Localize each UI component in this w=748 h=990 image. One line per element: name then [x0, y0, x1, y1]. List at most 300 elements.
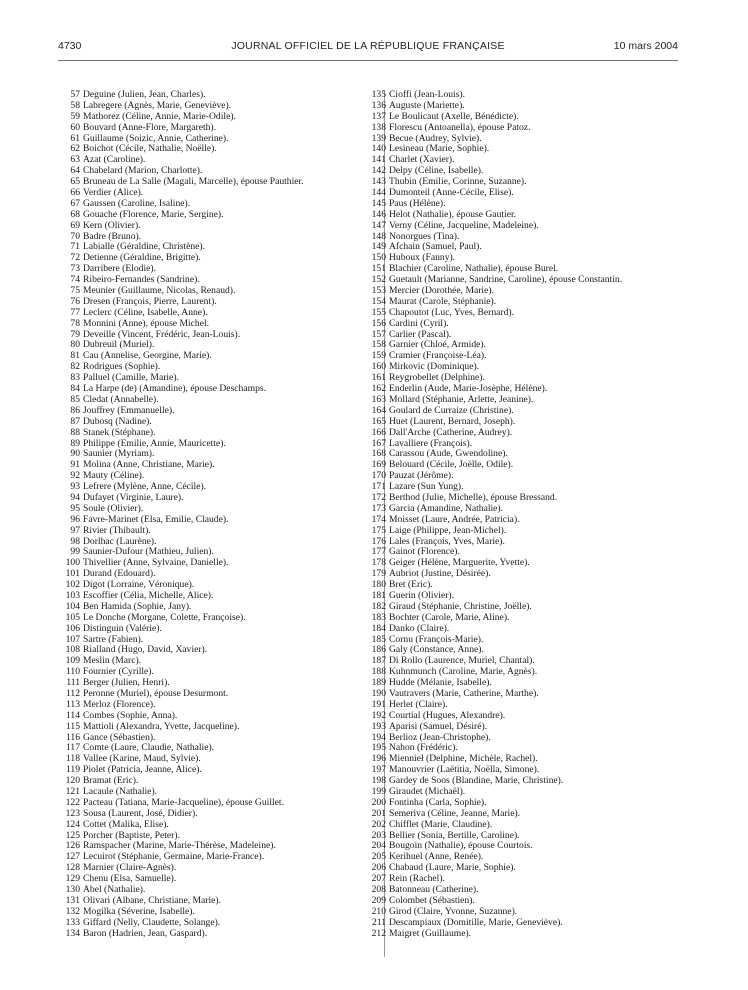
entry-name: Merloz (Florence). — [83, 698, 156, 710]
entry-name: Galy (Constance, Anne). — [389, 644, 484, 656]
entry-rank: 57 — [70, 89, 80, 100]
entry-rank: 86 — [70, 404, 80, 416]
entry-rank: 181 — [371, 589, 386, 601]
journal-title: JOURNAL OFFICIEL DE LA RÉPUBLIQUE FRANÇAISE — [231, 40, 505, 52]
entry-rank: 119 — [65, 764, 80, 776]
entry-name: Giffard (Nelly, Claudette, Solange). — [83, 916, 221, 928]
entry-name: Danko (Claire). — [389, 622, 450, 634]
entry-rank: 177 — [371, 546, 386, 558]
entry-rank: 118 — [65, 753, 80, 765]
entry-name: Olivari (Albane, Christiane, Marie). — [83, 894, 221, 906]
entry-rank: 108 — [65, 644, 80, 656]
entry-name: Bouvard (Anne-Flore, Margareth). — [83, 121, 217, 133]
entry-name: Aparisi (Samuel, Désiré). — [389, 720, 488, 732]
entry-name: Giraudet (Michaël). — [389, 786, 466, 797]
entry-name: Dall'Arche (Catherine, Audrey). — [389, 426, 513, 438]
entry-rank: 99 — [70, 546, 80, 558]
entry-rank: 197 — [371, 764, 386, 776]
entry-name: Thivellier (Anne, Sylvaine, Danielle). — [83, 557, 229, 569]
entry-name: Baron (Hadrien, Jean, Gaspard). — [83, 927, 208, 939]
entry-name: Maigret (Guillaume). — [389, 927, 472, 939]
entry-rank: 120 — [65, 775, 80, 787]
issue-date: 10 mars 2004 — [613, 40, 678, 52]
entry-rank: 185 — [371, 633, 386, 645]
entry-name: Guerin (Olivier). — [389, 589, 455, 601]
entry-rank: 190 — [371, 687, 386, 699]
entry-rank: 203 — [371, 829, 386, 841]
entry-name: Cioffi (Jean-Louis). — [389, 89, 466, 100]
entry-rank: 151 — [371, 263, 386, 275]
list-item — [368, 929, 698, 940]
entry-rank: 132 — [65, 905, 80, 917]
entry-rank: 135 — [371, 89, 386, 100]
entry-name: Cottet (Malika, Elise). — [83, 818, 169, 830]
entry-rank: 127 — [65, 851, 80, 863]
entry-name: Belouard (Cécile, Joëlle, Odile). — [389, 459, 514, 471]
entry-name: Jouffrey (Emmanuelle). — [83, 404, 175, 416]
entry-name: Ribeiro-Fernandes (Sandrine). — [83, 274, 200, 286]
entry-name: Leclerc (Céline, Isabelle, Anne). — [83, 306, 208, 318]
entry-rank: 140 — [371, 143, 386, 155]
left-column-list — [62, 90, 362, 939]
entry-name: Girod (Claire, Yvonne, Suzanne). — [389, 905, 518, 917]
entry-name: Manouvrier (Laëtitia, Noëlla, Simone). — [389, 764, 540, 776]
entry-rank: 194 — [371, 731, 386, 743]
entry-name: Le Donche (Morgane, Colette, Françoise). — [83, 611, 246, 623]
entry-name: Dumonteil (Anne-Cécile, Elise). — [389, 187, 514, 199]
entry-name: Mollard (Stéphanie, Arlette, Jeanine). — [389, 393, 534, 405]
entry-rank: 61 — [70, 132, 80, 144]
entry-rank: 144 — [371, 187, 386, 199]
entry-name: Laige (Philippe, Jean-Michel). — [389, 524, 507, 536]
entry-rank: 114 — [65, 709, 80, 721]
entry-rank: 68 — [70, 208, 80, 220]
entry-name: Lavalliere (François). — [389, 437, 473, 449]
entry-rank: 117 — [65, 742, 80, 754]
entry-rank: 107 — [65, 633, 80, 645]
entry-name: Bruneau de La Salle (Magali, Marcelle), épouse Pauthier. — [83, 176, 304, 188]
entry-name: Garcia (Amandine, Nathalie). — [389, 502, 504, 514]
entry-rank: 80 — [70, 339, 80, 351]
entry-name: Pacteau (Tatiana, Marie-Jacqueline), épouse Guillet. — [83, 796, 284, 808]
entry-name: Carlier (Pascal). — [389, 328, 452, 340]
entry-name: Peronne (Muriel), épouse Desurmont. — [83, 687, 229, 699]
entry-name: Vautravers (Marie, Catherine, Marthe). — [389, 687, 539, 699]
entry-rank: 167 — [371, 437, 386, 449]
entry-name: Cledat (Annabelle). — [83, 393, 159, 405]
entry-rank: 204 — [371, 840, 386, 852]
entry-rank: 179 — [371, 568, 386, 580]
entry-rank: 163 — [371, 393, 386, 405]
entry-rank: 193 — [371, 720, 386, 732]
entry-name: Paus (Hélène). — [389, 197, 446, 209]
entry-name: Gainot (Florence). — [389, 546, 460, 558]
entry-name: Fournier (Cyrille). — [83, 666, 154, 678]
entry-name: Verdier (Alice). — [83, 187, 144, 199]
entry-rank: 212 — [371, 927, 386, 939]
entry-rank: 205 — [371, 851, 386, 863]
entry-rank: 147 — [371, 219, 386, 231]
entry-rank: 172 — [371, 491, 386, 503]
entry-rank: 101 — [65, 568, 80, 580]
entry-rank: 104 — [65, 600, 80, 612]
entry-rank: 198 — [371, 775, 386, 787]
entry-name: Vallee (Karine, Maud, Sylvie). — [83, 753, 201, 765]
entry-name: Maurat (Carole, Stéphanie). — [389, 295, 497, 307]
entry-rank: 87 — [70, 415, 80, 427]
entry-rank: 142 — [371, 165, 386, 177]
entry-name: Helot (Nathalie), épouse Gautier. — [389, 208, 517, 220]
entry-name: Cau (Annelise, Georgine, Marie). — [83, 350, 212, 362]
entry-rank: 165 — [371, 415, 386, 427]
entry-name: Cornu (François-Marie). — [389, 633, 484, 645]
entry-rank: 160 — [371, 361, 386, 373]
entry-rank: 90 — [70, 448, 80, 460]
entry-name: Moisset (Laure, Andrée, Patricia). — [389, 513, 520, 525]
entry-rank: 166 — [371, 426, 386, 438]
entry-rank: 155 — [371, 306, 386, 318]
entry-rank: 71 — [70, 241, 80, 253]
entry-rank: 206 — [371, 862, 386, 874]
entry-name: Lesineau (Marie, Sophie). — [389, 143, 490, 155]
entry-name: Bochter (Carole, Marie, Aline). — [389, 611, 510, 623]
entry-name: Sartre (Fabien). — [83, 633, 144, 645]
entry-rank: 72 — [70, 252, 80, 264]
entry-name: Chabelard (Marion, Charlotte). — [83, 165, 203, 177]
entry-rank: 82 — [70, 361, 80, 373]
entry-rank: 199 — [371, 786, 386, 797]
entry-rank: 76 — [70, 295, 80, 307]
entry-name: Lacaule (Nathalie). — [83, 786, 158, 797]
entry-name: Miennieł (Delphine, Michèle, Rachel). — [389, 753, 538, 765]
entry-name: Chifflet (Marie, Claudine). — [389, 818, 493, 830]
entry-rank: 59 — [70, 110, 80, 122]
entry-rank: 95 — [70, 502, 80, 514]
entry-rank: 141 — [371, 154, 386, 166]
entry-name: Badre (Bruno). — [83, 230, 142, 242]
entry-name: Chabaud (Laure, Marie, Sophie). — [389, 862, 516, 874]
entry-name: Herlet (Claire). — [389, 698, 448, 710]
entry-name: Kuhnmunch (Caroline, Marie, Agnès). — [389, 666, 538, 678]
entry-name: Lales (François, Yves, Marie). — [389, 535, 505, 547]
entry-rank: 207 — [371, 873, 386, 885]
entry-rank: 168 — [371, 448, 386, 460]
entry-rank: 161 — [371, 372, 386, 384]
entry-rank: 116 — [65, 731, 80, 743]
entry-rank: 143 — [371, 176, 386, 188]
entry-name: Ramspacher (Marine, Marie-Thérèse, Madeleine). — [83, 840, 276, 852]
entry-rank: 93 — [70, 481, 80, 493]
entry-name: Marnier (Claire-Agnès). — [83, 862, 177, 874]
entry-name: Descampiaux (Domitille, Marie, Geneviève). — [389, 916, 563, 928]
entry-rank: 202 — [371, 818, 386, 830]
entry-rank: 208 — [371, 884, 386, 896]
entry-name: Kerihuel (Anne, Renée). — [389, 851, 484, 863]
entry-name: Lazare (Sun Yung). — [389, 481, 464, 493]
entry-name: Huet (Laurent, Bernard, Joseph). — [389, 415, 516, 427]
entry-rank: 137 — [371, 110, 386, 122]
entry-name: Azat (Caroline). — [83, 154, 146, 166]
entry-name: Mattioli (Alexandra, Yvette, Jacqueline). — [83, 720, 240, 732]
entry-name: Auguste (Mariette). — [389, 99, 465, 111]
entry-name: Cardini (Cyril). — [389, 317, 449, 329]
entry-name: Delpy (Céline, Isabelle). — [389, 165, 484, 177]
entry-rank: 103 — [65, 589, 80, 601]
entry-name: Hudde (Mélanie, Isabelle). — [389, 677, 492, 689]
entry-name: Afchain (Samuel, Paul). — [389, 241, 482, 253]
entry-rank: 146 — [371, 208, 386, 220]
entry-name: Aubriot (Justine, Désirée). — [389, 568, 491, 580]
entry-name: Carassou (Aude, Gwendoline). — [389, 448, 508, 460]
entry-rank: 188 — [371, 666, 386, 678]
entry-name: Darribere (Elodie). — [83, 263, 156, 275]
entry-rank: 178 — [371, 557, 386, 569]
entry-name: Courtial (Hugues, Alexandre). — [389, 709, 506, 721]
entry-name: Florescu (Antoanella), épouse Patoz. — [389, 121, 531, 133]
entry-name: Rialland (Hugo, David, Xavier). — [83, 644, 208, 656]
entry-name: Blachier (Caroline, Nathalie), épouse Burel. — [389, 263, 559, 275]
entry-name: Gouache (Florence, Marie, Sergine). — [83, 208, 224, 220]
entry-rank: 67 — [70, 197, 80, 209]
entry-rank: 162 — [371, 383, 386, 395]
entry-name: Bret (Eric). — [389, 579, 433, 591]
entry-rank: 182 — [371, 600, 386, 612]
entry-rank: 186 — [371, 644, 386, 656]
entry-name: Verny (Céline, Jacqueline, Madeleine). — [389, 219, 539, 231]
entry-rank: 154 — [371, 295, 386, 307]
entry-rank: 79 — [70, 328, 80, 340]
entry-name: Fontinha (Carla, Sophie). — [389, 796, 487, 808]
entry-name: Porcher (Baptiste, Peter). — [83, 829, 180, 841]
entry-name: Dubosq (Nadine). — [83, 415, 152, 427]
entry-name: Deveille (Vincent, Frédéric, Jean-Louis). — [83, 328, 241, 340]
entry-name: Rivier (Thibault). — [83, 524, 151, 536]
entry-name: Nonorgues (Tina). — [389, 230, 460, 242]
entry-rank: 128 — [65, 862, 80, 874]
entry-name: Thubin (Emilie, Corinne, Suzanne). — [389, 176, 527, 188]
entry-rank: 81 — [70, 350, 80, 362]
entry-name: Escoffier (Célia, Michelle, Alice). — [83, 589, 214, 601]
entry-name: Mercier (Dorothée, Marie). — [389, 285, 494, 297]
entry-rank: 77 — [70, 306, 80, 318]
entry-name: Chenu (Elsa, Samuelle). — [83, 873, 177, 885]
entry-rank: 148 — [371, 230, 386, 242]
entry-rank: 149 — [371, 241, 386, 253]
entry-name: Mauty (Céline). — [83, 470, 145, 482]
entry-rank: 69 — [70, 219, 80, 231]
entry-name: Molina (Anne, Christiane, Marie). — [83, 459, 215, 471]
entry-rank: 84 — [70, 383, 80, 395]
entry-rank: 112 — [65, 687, 80, 699]
entry-rank: 189 — [371, 677, 386, 689]
entry-name: Combes (Sophie, Anna). — [83, 709, 178, 721]
entry-name: Pauzat (Jérôme). — [389, 470, 454, 482]
entry-rank: 66 — [70, 187, 80, 199]
entry-rank: 209 — [371, 894, 386, 906]
entry-rank: 158 — [371, 339, 386, 351]
entry-rank: 102 — [65, 579, 80, 591]
entry-name: Huboux (Fanny). — [389, 252, 456, 264]
entry-rank: 129 — [65, 873, 80, 885]
entry-name: Guetault (Marianne, Sandrine, Caroline), épouse Constantin. — [389, 274, 623, 286]
entry-rank: 74 — [70, 274, 80, 286]
entry-name: Cramier (Françoise-Léa). — [389, 350, 487, 362]
entry-rank: 174 — [371, 513, 386, 525]
entry-rank: 78 — [70, 317, 80, 329]
entry-rank: 123 — [65, 807, 80, 819]
entry-name: Semeriva (Céline, Jeanne, Marie). — [389, 807, 521, 819]
entry-name: Labregere (Agnès, Marie, Geneviève). — [83, 99, 232, 111]
page-header — [58, 40, 678, 56]
entry-name: Comte (Laure, Claudie, Nathalie). — [83, 742, 215, 754]
entry-name: Gaussen (Caroline, Isaline). — [83, 197, 191, 209]
entry-name: Di Rollo (Laurence, Muriel, Chantal). — [389, 655, 535, 667]
entry-rank: 175 — [371, 524, 386, 536]
entry-name: Durand (Edouard). — [83, 568, 156, 580]
entry-rank: 113 — [65, 698, 80, 710]
entry-rank: 134 — [65, 927, 80, 939]
entry-rank: 100 — [65, 557, 80, 569]
entry-rank: 111 — [66, 677, 80, 689]
entry-rank: 210 — [371, 905, 386, 917]
entry-name: Dubreuil (Muriel). — [83, 339, 155, 351]
entry-rank: 63 — [70, 154, 80, 166]
entry-name: Labialle (Géraldine, Christène). — [83, 241, 206, 253]
entry-rank: 136 — [371, 99, 386, 111]
entry-rank: 145 — [371, 197, 386, 209]
entry-rank: 195 — [371, 742, 386, 754]
entry-rank: 73 — [70, 263, 80, 275]
entry-name: Deguine (Julien, Jean, Charles). — [83, 89, 206, 100]
entry-name: Giraud (Stéphanie, Christine, Joëlle). — [389, 600, 532, 612]
entry-rank: 126 — [65, 840, 80, 852]
entry-name: Ben Hamida (Sophie, Jany). — [83, 600, 192, 612]
entry-name: Meunier (Guillaume, Nicolas, Renaud). — [83, 285, 236, 297]
entry-name: Meslin (Marc). — [83, 655, 142, 667]
entry-rank: 92 — [70, 470, 80, 482]
entry-rank: 153 — [371, 285, 386, 297]
entry-name: Kern (Olivier). — [83, 219, 141, 231]
entry-rank: 139 — [371, 132, 386, 144]
entry-name: Becue (Audrey, Sylvie). — [389, 132, 482, 144]
entry-name: Berlioz (Jean-Christophe). — [389, 731, 491, 743]
entry-rank: 184 — [371, 622, 386, 634]
entry-rank: 171 — [371, 481, 386, 493]
entry-rank: 164 — [371, 404, 386, 416]
entry-name: Stanek (Stéphane). — [83, 426, 156, 438]
entry-name: Saunier (Myriam). — [83, 448, 155, 460]
entry-rank: 200 — [371, 796, 386, 808]
entry-name: Colombet (Sébastien). — [389, 894, 475, 906]
entry-name: Le Boulicaut (Axelle, Bénédicte). — [389, 110, 519, 122]
entry-rank: 65 — [70, 176, 80, 188]
entry-rank: 121 — [65, 786, 80, 797]
entry-rank: 187 — [371, 655, 386, 667]
list-item — [62, 929, 362, 940]
entry-name: Lecuirot (Stéphanie, Germaine, Marie-France). — [83, 851, 265, 863]
entry-name: Dorlhac (Laurène). — [83, 535, 157, 547]
entry-name: Bellier (Sonia, Bertille, Caroline). — [389, 829, 520, 841]
entry-name: Rodrigues (Sophie). — [83, 361, 161, 373]
right-column-list — [368, 90, 698, 939]
entry-rank: 88 — [70, 426, 80, 438]
entry-name: Garnier (Chloé, Armide). — [389, 339, 486, 351]
entry-name: Saunier-Dufour (Mathieu, Julien). — [83, 546, 214, 558]
entry-rank: 150 — [371, 252, 386, 264]
entry-name: Berthod (Julie, Michelle), épouse Bressand. — [389, 491, 558, 503]
entry-rank: 96 — [70, 513, 80, 525]
entry-rank: 138 — [371, 121, 386, 133]
entry-name: Bougoin (Nathalie), épouse Courtois. — [389, 840, 533, 852]
entry-rank: 106 — [65, 622, 80, 634]
entry-name: Lefrere (Mylène, Anne, Cécile). — [83, 481, 207, 493]
entry-name: Favre-Marinet (Elsa, Emilie, Claude). — [83, 513, 229, 525]
entry-rank: 83 — [70, 372, 80, 384]
entry-rank: 115 — [65, 720, 80, 732]
entry-name: Boichot (Cécile, Nathalie, Noëlle). — [83, 143, 217, 155]
entry-name: Goulard de Curraize (Christine). — [389, 404, 514, 416]
entry-rank: 131 — [65, 894, 80, 906]
entry-name: Abel (Nathalie). — [83, 884, 146, 896]
entry-rank: 98 — [70, 535, 80, 547]
entry-rank: 70 — [70, 230, 80, 242]
entry-rank: 89 — [70, 437, 80, 449]
entry-name: Soule (Olivier). — [83, 502, 144, 514]
entry-rank: 196 — [371, 753, 386, 765]
entry-name: Bramat (Eric). — [83, 775, 139, 787]
entry-rank: 157 — [371, 328, 386, 340]
entry-rank: 176 — [371, 535, 386, 547]
entry-rank: 156 — [371, 317, 386, 329]
entry-rank: 60 — [70, 121, 80, 133]
entry-rank: 58 — [70, 99, 80, 111]
entry-rank: 124 — [65, 818, 80, 830]
entry-name: Mogilka (Séverine, Isabelle). — [83, 905, 195, 917]
entry-rank: 94 — [70, 491, 80, 503]
entry-name: Rein (Rachel). — [389, 873, 445, 885]
entry-name: Mirkovic (Dominique). — [389, 361, 480, 373]
entry-name: Palluel (Camille, Marie). — [83, 372, 179, 384]
entry-rank: 122 — [65, 796, 80, 808]
entry-rank: 85 — [70, 393, 80, 405]
entry-name: Distinguin (Valérie). — [83, 622, 162, 634]
entry-name: Mathorez (Céline, Annie, Marie-Odile). — [83, 110, 236, 122]
entry-name: Batonneau (Catherine). — [389, 884, 479, 896]
entry-name: Gance (Sébastien). — [83, 731, 156, 743]
entry-name: Philippe (Emilie, Annie, Mauricette). — [83, 437, 226, 449]
entry-rank: 152 — [371, 274, 386, 286]
entry-name: Guillaume (Soizic, Annie, Catherine). — [83, 132, 229, 144]
entry-rank: 211 — [371, 916, 386, 928]
entry-rank: 201 — [371, 807, 386, 819]
entry-rank: 105 — [65, 611, 80, 623]
entry-rank: 170 — [371, 470, 386, 482]
entry-rank: 169 — [371, 459, 386, 471]
entry-name: Nahon (Frédéric). — [389, 742, 458, 754]
entry-rank: 133 — [65, 916, 80, 928]
entry-rank: 91 — [70, 459, 80, 471]
entry-rank: 125 — [65, 829, 80, 841]
page-number: 4730 — [58, 40, 82, 52]
entry-rank: 110 — [65, 666, 80, 678]
entry-name: La Harpe (de) (Amandine), épouse Deschamps. — [83, 383, 267, 395]
entry-name: Digot (Lorraine, Véronique). — [83, 579, 195, 591]
entry-rank: 97 — [70, 524, 80, 536]
entry-name: Charlet (Xavier). — [389, 154, 455, 166]
header-rule — [58, 60, 678, 61]
entry-rank: 183 — [371, 611, 386, 623]
entry-rank: 75 — [70, 285, 80, 297]
